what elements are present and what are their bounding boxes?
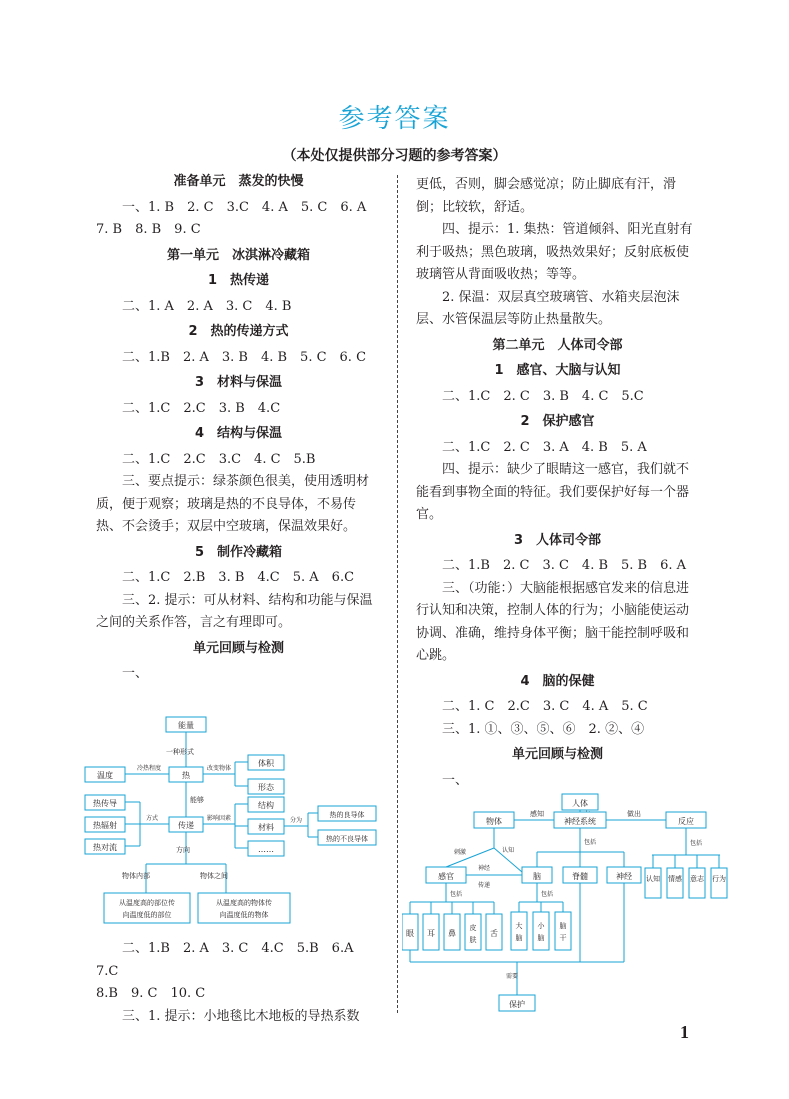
section-title: 4 结构与保温 — [194, 426, 283, 441]
label-form: 一种形式 — [166, 748, 194, 756]
label-direction: 方向 — [176, 846, 190, 854]
section-title: 3 人体司令部 — [513, 532, 602, 548]
answer-line: 7. B 8. B 9. C — [96, 222, 201, 237]
node-cerebellum-2: 脑 — [537, 934, 545, 942]
answer-line: 一、 — [122, 666, 149, 681]
label-nerve-conduct: 神经 — [478, 865, 491, 872]
node-brainstem-2: 干 — [559, 934, 567, 942]
node-dots: …… — [258, 845, 274, 854]
left-column-bottom — [96, 938, 381, 1028]
node-spinal: 脊髓 — [572, 872, 588, 881]
node-cerebellum: 小 — [537, 922, 545, 930]
label-ways: 方式 — [146, 815, 159, 822]
label-feel: 感知 — [530, 810, 544, 818]
node-skin-2: 肤 — [469, 936, 477, 944]
label-measure: 冷热程度 — [137, 765, 162, 772]
answer-line: 二、1.C 2. C 3. A 4. B 5. A — [442, 439, 647, 455]
node-nerve: 神经 — [616, 872, 632, 881]
node-dir1-line1: 从温度高的部位传 — [119, 899, 175, 907]
unit-title: 准备单元 蒸发的快慢 — [173, 174, 304, 189]
answer-line: 一、1. B 2. C 3.C 4. A 5. C 6. A — [122, 199, 367, 215]
section-title: 单元回顾与检测 — [511, 747, 603, 762]
heat-concept-map — [80, 712, 380, 930]
section-title: 4 脑的保健 — [520, 673, 595, 689]
label-decide: 做出 — [627, 810, 641, 818]
label-cognize: 认知 — [502, 847, 515, 854]
label-can: 能够 — [190, 796, 204, 804]
answer-line: 三、1. ①、③、⑤、⑥ 2. ②、④ — [442, 721, 645, 737]
label-factors: 影响因素 — [207, 815, 232, 822]
node-object: 物体 — [486, 817, 502, 826]
node-skin: 皮 — [469, 924, 477, 932]
answer-line: 二、1.C 2.B 3. B 4.C 5. A 6.C — [122, 570, 355, 585]
answer-line: 一、 — [442, 772, 469, 788]
page-number: 1 — [680, 1022, 689, 1042]
unit-title: 第一单元 冰淇淋冷藏箱 — [166, 247, 310, 263]
answer-line: 二、1.C 2. C 3. B 4. C 5.C — [442, 388, 644, 404]
label-change: 改变物体 — [207, 765, 232, 772]
answer-line: 二、1.C 2.C 3. B 4.C — [122, 400, 281, 416]
answer-paragraph: 四、提示：缺少了眼睛这一感官，我们就不能看到事物全面的特征。我们要保护好每一个器官。 — [416, 462, 690, 522]
section-title: 5 制作冷藏箱 — [194, 544, 283, 560]
section-title: 1 感官、大脑与认知 — [494, 363, 621, 378]
node-radiation: 热辐射 — [93, 821, 117, 830]
unit-title: 第二单元 人体司令部 — [492, 337, 623, 353]
node-dir2-line1: 从温度高的物体传 — [216, 899, 272, 907]
label-between: 物体之间 — [200, 872, 228, 880]
section-title: 2 保护感官 — [520, 414, 595, 429]
label-inside: 物体内部 — [122, 872, 150, 880]
node-tongue: 舌 — [490, 929, 498, 938]
label-stimulate: 刺激 — [454, 849, 467, 856]
answer-line: 二、1. C 2.C 3. C 4. A 5. C — [442, 699, 648, 714]
node-will: 意志 — [690, 875, 704, 883]
label-divide: 分为 — [290, 817, 303, 824]
answer-line: 二、1.C 2.C 3.C 4. C 5.B — [122, 451, 316, 467]
node-heat: 热 — [182, 771, 190, 780]
node-nose: 鼻 — [448, 929, 456, 938]
body-concept-map — [402, 790, 732, 1020]
answer-paragraph: 四、提示：1. 集热：管道倾斜、阳光直射有利于吸热；黑色玻璃，吸热效果好；反射底板使玻璃管从背面吸收热；等等。 — [416, 222, 693, 282]
node-energy: 能量 — [178, 721, 194, 730]
node-organ: 感官 — [438, 872, 454, 881]
column-divider — [397, 175, 398, 1013]
section-title: 2 热的传递方式 — [188, 324, 289, 339]
node-protect: 保护 — [509, 1000, 525, 1009]
node-structure: 结构 — [258, 801, 274, 810]
section-title: 单元回顾与检测 — [192, 640, 284, 656]
answer-line: 8.B 9. C 10. C — [96, 986, 206, 1001]
node-volume: 体积 — [258, 759, 274, 768]
node-bad-conductor: 热的不良导体 — [326, 835, 368, 843]
right-column — [416, 174, 699, 792]
left-column — [96, 168, 381, 686]
node-good-conductor: 热的良导体 — [329, 811, 365, 819]
answer-paragraph: 更低，否则，脚会感觉凉；防止脚底有汗，滑倒；比较软，舒适。 — [416, 177, 677, 215]
node-human: 人体 — [572, 799, 588, 808]
answer-paragraph: 三、要点提示：绿茶颜色很美，使用透明材质，便于观察；玻璃是热的不良导体，不易传热、不会烫手；双层中空玻璃，保温效果好。 — [96, 474, 370, 534]
node-shape: 形态 — [258, 783, 274, 792]
node-cerebrum: 大 — [515, 922, 523, 930]
section-title: 3 材料与保温 — [194, 375, 283, 390]
answer-line: 二、1.B 2. C 3. C 4. B 5. B 6. A — [442, 558, 687, 573]
node-eye: 眼 — [406, 929, 414, 938]
answer-paragraph: 三、（功能：）大脑能根据感官发来的信息进行认知和决策，控制人体的行为；小脑能使运动协调、准确，维持身体平衡；脑干能控制呼吸和心跳。 — [416, 580, 690, 663]
answer-paragraph: 三、2. 提示：可从材料、结构和功能与保温之间的关系作答，言之有理即可。 — [96, 592, 373, 630]
page-subtitle: （本处仅提供部分习题的参考答案） — [282, 148, 507, 164]
node-conduction: 热传导 — [93, 799, 117, 808]
node-behavior: 行为 — [712, 875, 726, 883]
label-include4: 包括 — [690, 840, 703, 847]
label-include2: 包括 — [450, 891, 463, 898]
answer-line: 二、1.B 2. A 3. C 4.C 5.B 6.A 7.C — [96, 941, 367, 979]
label-include1: 包括 — [584, 839, 597, 846]
label-nerve-conduct-2: 传递 — [478, 882, 491, 889]
node-transfer: 传递 — [178, 821, 194, 830]
node-convection: 热对流 — [93, 843, 117, 852]
node-dir2-line2: 向温度低的物体 — [219, 911, 269, 919]
node-cerebrum-2: 脑 — [515, 934, 523, 942]
node-material: 材料 — [258, 823, 274, 832]
label-need: 需要 — [506, 973, 519, 980]
page-title: 参考答案 — [338, 104, 451, 134]
node-brainstem: 脑 — [559, 922, 567, 930]
node-emotion: 情感 — [668, 875, 682, 883]
section-title: 1 热传递 — [207, 273, 270, 288]
answer-line: 二、1.B 2. A 3. B 4. B 5. C 6. C — [122, 349, 367, 365]
answer-line: 三、1. 提示：小地毯比木地板的导热系数 — [122, 1008, 360, 1024]
node-brain: 脑 — [533, 872, 541, 881]
node-reaction: 反应 — [678, 817, 694, 826]
node-dir1-line2: 向温度低的部位 — [122, 911, 172, 919]
node-nerve-system: 神经系统 — [564, 817, 596, 826]
node-cognition: 认知 — [646, 875, 660, 883]
node-ear: 耳 — [427, 929, 435, 938]
answer-paragraph: 2. 保温：双层真空玻璃管、水箱夹层泡沫层、水管保温层等防止热量散失。 — [416, 289, 680, 327]
answer-line: 二、1. A 2. A 3. C 4. B — [122, 298, 292, 314]
label-include3: 包括 — [541, 891, 554, 898]
node-temperature: 温度 — [97, 771, 113, 780]
